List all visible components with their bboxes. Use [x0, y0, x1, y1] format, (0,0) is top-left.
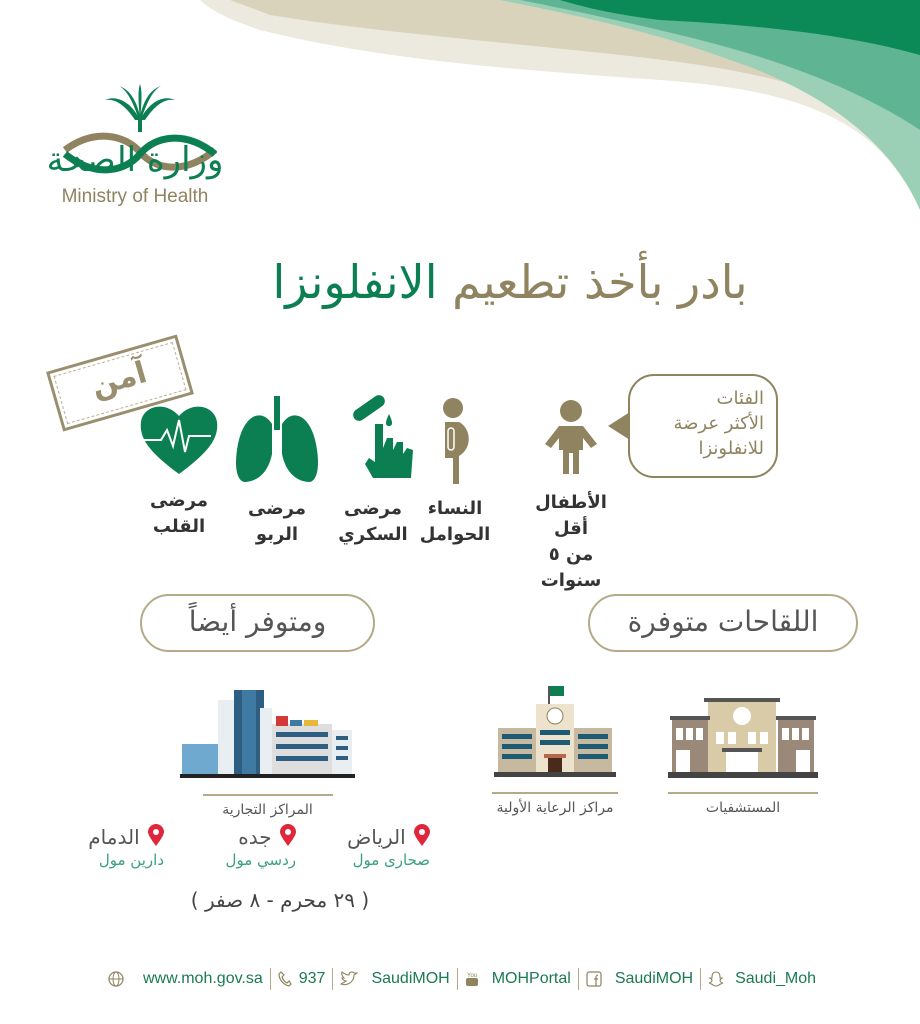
risk-groups-bubble: [628, 374, 778, 478]
group-label-line: مرضى: [344, 498, 402, 519]
headline-part-1: بادر بأخذ تطعيم: [452, 255, 748, 309]
heart-icon: [139, 400, 219, 476]
location-city: الرياض: [347, 825, 406, 849]
location-city: الدمام: [88, 825, 140, 849]
place-label: مراكز الرعاية الأولية: [496, 800, 614, 816]
also-available-pill: ومتوفر أيضاً: [140, 594, 375, 652]
place-label: المستشفيات: [705, 800, 781, 816]
place-hospitals: [668, 694, 818, 816]
footer-website[interactable]: [108, 970, 263, 988]
headline-part-2: الانفلونزا: [272, 255, 438, 309]
risk-group-heart: [124, 400, 234, 540]
facebook-page[interactable]: SaudiMOH: [614, 970, 694, 987]
separator: [457, 968, 458, 990]
bubble-line: الفئات: [716, 388, 764, 409]
bubble-line: الأكثر عرضة: [673, 413, 764, 434]
snapchat-icon: [708, 971, 724, 987]
mall-icon: [180, 688, 355, 780]
youtube-icon: [465, 971, 479, 987]
logo-english-name: Ministry of Health: [61, 186, 209, 207]
phone-number[interactable]: 937: [298, 970, 326, 987]
campaign-dates: ( ٢٩ محرم - ٨ صفر ): [190, 888, 370, 912]
location-riyadh: [318, 824, 430, 869]
group-label-line: الحوامل: [419, 524, 491, 545]
footer-youtube[interactable]: [465, 970, 571, 988]
location-mall: صحارى مول: [352, 851, 430, 869]
place-primary-care: [492, 684, 618, 816]
map-pin-icon: [414, 824, 430, 846]
footer-snapchat[interactable]: [708, 970, 816, 988]
risk-group-diabetes: [318, 394, 428, 548]
separator: [700, 968, 701, 990]
risk-group-asthma: [222, 394, 332, 548]
group-label-line: القلب: [152, 516, 206, 537]
twitter-icon: [340, 971, 358, 987]
footer-twitter[interactable]: [340, 970, 449, 988]
location-city: جده: [238, 825, 272, 849]
location-jeddah: [190, 824, 296, 869]
place-malls: [180, 688, 355, 818]
logo-arabic-name: وزارة الصحة: [46, 140, 224, 180]
page-headline: [230, 255, 790, 309]
group-label-line: السكري: [338, 524, 408, 545]
globe-icon: [108, 971, 124, 987]
group-label-line: الربو: [255, 524, 299, 545]
lungs-icon: [232, 394, 322, 484]
risk-group-children: [516, 398, 626, 594]
footer-phone[interactable]: [278, 970, 326, 988]
primary-care-icon: [492, 684, 618, 778]
phone-icon: [278, 971, 292, 987]
facebook-icon: [586, 971, 602, 987]
location-mall: ردسي مول: [225, 851, 296, 869]
location-mall: دارين مول: [98, 851, 164, 869]
group-label-line: النساء: [427, 498, 483, 519]
youtube-channel[interactable]: MOHPortal: [491, 970, 571, 987]
pregnant-woman-icon: [425, 398, 485, 484]
group-label-line: مرضى: [150, 490, 208, 511]
footer-facebook[interactable]: [586, 970, 693, 988]
twitter-handle[interactable]: SaudiMOH: [371, 970, 450, 987]
footer-contact-bar: [108, 966, 818, 992]
diabetes-finger-icon: [333, 394, 413, 484]
hospital-icon: [668, 694, 818, 778]
snapchat-handle[interactable]: Saudi_Moh: [735, 970, 817, 987]
map-pin-icon: [148, 824, 164, 846]
group-label-line: مرضى: [248, 498, 306, 519]
website-link[interactable]: www.moh.gov.sa: [143, 970, 263, 987]
bubble-line: للانفلونزا: [698, 438, 764, 459]
separator: [578, 968, 579, 990]
group-label-line: الأطفال أقل: [535, 492, 607, 539]
child-icon: [541, 398, 601, 478]
location-dammam: [62, 824, 164, 869]
separator: [270, 968, 271, 990]
map-pin-icon: [280, 824, 296, 846]
safe-stamp: آمن: [46, 334, 194, 431]
place-label: المراكز التجارية: [222, 802, 313, 818]
svg-text:You: You: [466, 973, 477, 979]
vaccines-available-pill: اللقاحات متوفرة: [588, 594, 858, 652]
separator: [332, 968, 333, 990]
group-label-line: من ٥ سنوات: [540, 544, 602, 591]
